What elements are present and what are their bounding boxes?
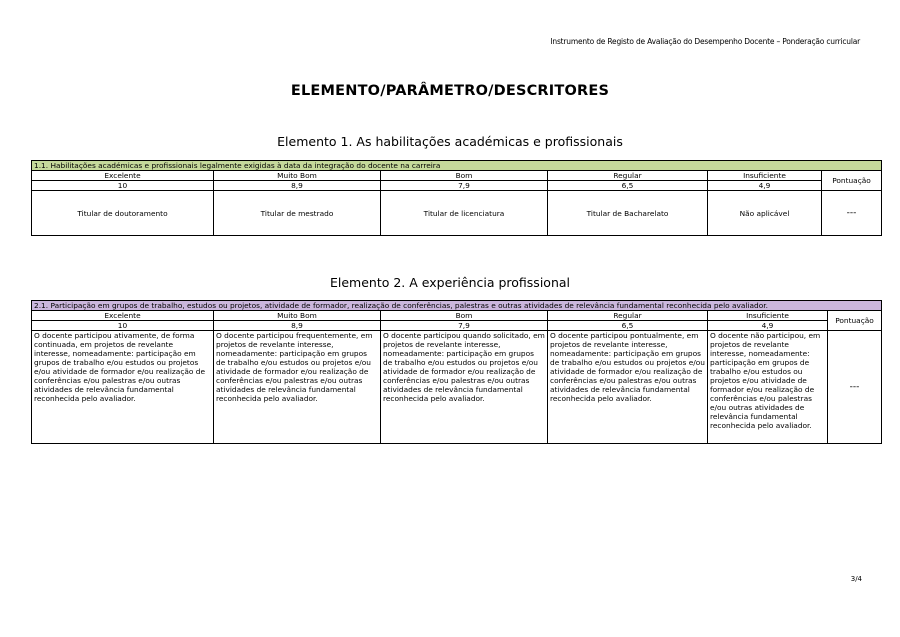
score-bom: 7,9 [381, 181, 548, 191]
descriptor-excelente: O docente participou ativamente, de forma continuada, em projetos de revelante interesse, nomeadamente: participação em grupos de trabalho e/ou estudos ou projetos e/ou atividade de formador e/ou realização de conferências e/ou palestras e/ou outras atividades de relevância fundamental reconhecida pelo avaliador. [32, 331, 214, 444]
level-row [32, 311, 882, 321]
score-regular: 6,5 [548, 321, 708, 331]
descriptor-muito-bom: Titular de mestrado [214, 191, 381, 236]
descriptor-regular: O docente participou pontualmente, em projetos de revelante interesse, nomeadamente: participação em grupos de trabalho e/ou estudos ou projetos e/ou atividade de formador e/ou realização de conferências e/ou palestras e/ou outras atividades de relevância fundamental reconhecida pelo avaliador. [548, 331, 708, 444]
descriptor-muito-bom: O docente participou frequentemente, em projetos de revelante interesse, nomeadamente: participação em grupos de trabalho e/ou estudos ou projetos e/ou atividade de formador e/ou realização de conferências e/ou palestras e/ou outras atividades de relevância fundamental reconhecida pelo avaliador. [214, 331, 381, 444]
descriptor-insuficiente: Não aplicável [708, 191, 822, 236]
score-row [32, 181, 882, 191]
level-muito-bom: Muito Bom [214, 311, 381, 321]
score-excelente: 10 [32, 181, 214, 191]
page-title: ELEMENTO/PARÂMETRO/DESCRITORES [290, 83, 610, 99]
descriptor-bom: O docente participou quando solicitado, em projetos de revelante interesse, nomeadamente: participação em grupos de trabalho e/ou estudos ou projetos e/ou atividade de formador e/ou realização de conferências e/ou palestras e/ou outras atividades de relevância fundamental reconhecida pelo avaliador. [381, 331, 548, 444]
level-insuficiente: Insuficiente [708, 311, 828, 321]
level-excelente: Excelente [32, 311, 214, 321]
score-insuficiente: 4,9 [708, 321, 828, 331]
level-insuficiente: Insuficiente [708, 171, 822, 181]
level-regular: Regular [548, 311, 708, 321]
level-muito-bom: Muito Bom [214, 171, 381, 181]
score-bom: 7,9 [381, 321, 548, 331]
parameter-header-row [32, 301, 882, 311]
level-bom: Bom [381, 171, 548, 181]
running-header: Instrumento de Registo de Avaliação do Desempenho Docente – Ponderação curricular [550, 37, 860, 46]
criteria-table-elemento-1 [31, 160, 882, 236]
level-row [32, 171, 882, 181]
pontuacao-value[interactable]: --- [828, 331, 882, 444]
descriptor-insuficiente: O docente não participou, em projetos de revelante interesse, nomeadamente: participação em grupos de trabalho e/ou estudos ou projetos e/ou atividade de formador e/ou realização de conferências e/ou palestras e/ou outras atividades de relevância fundamental reconhecida pelo avaliador. [708, 331, 828, 444]
descriptor-row [32, 331, 882, 444]
score-muito-bom: 8,9 [214, 181, 381, 191]
descriptor-excelente: Titular de doutoramento [32, 191, 214, 236]
score-excelente: 10 [32, 321, 214, 331]
pontuacao-value[interactable]: --- [822, 191, 882, 236]
level-excelente: Excelente [32, 171, 214, 181]
parameter-label: 1.1. Habilitações académicas e profissionais legalmente exigidas à data da integração do docente na carreira [32, 161, 882, 171]
pontuacao-header: Pontuação [822, 171, 882, 191]
section-title-elemento-1: Elemento 1. As habilitações académicas e profissionais [277, 134, 623, 149]
descriptor-row [32, 191, 882, 236]
descriptor-bom: Titular de licenciatura [381, 191, 548, 236]
parameter-label: 2.1. Participação em grupos de trabalho, estudos ou projetos, atividade de formador, realização de conferências, palestras e outras atividades de relevância fundamental reconhecida pelo avaliador. [32, 301, 882, 311]
pontuacao-header: Pontuação [828, 311, 882, 331]
page-number: 3/4 [850, 575, 862, 583]
parameter-header-row [32, 161, 882, 171]
score-regular: 6,5 [548, 181, 708, 191]
criteria-table-elemento-2 [31, 300, 882, 444]
score-row [32, 321, 882, 331]
section-title-elemento-2: Elemento 2. A experiência profissional [329, 275, 570, 290]
score-insuficiente: 4,9 [708, 181, 822, 191]
level-bom: Bom [381, 311, 548, 321]
score-muito-bom: 8,9 [214, 321, 381, 331]
descriptor-regular: Titular de Bacharelato [548, 191, 708, 236]
level-regular: Regular [548, 171, 708, 181]
